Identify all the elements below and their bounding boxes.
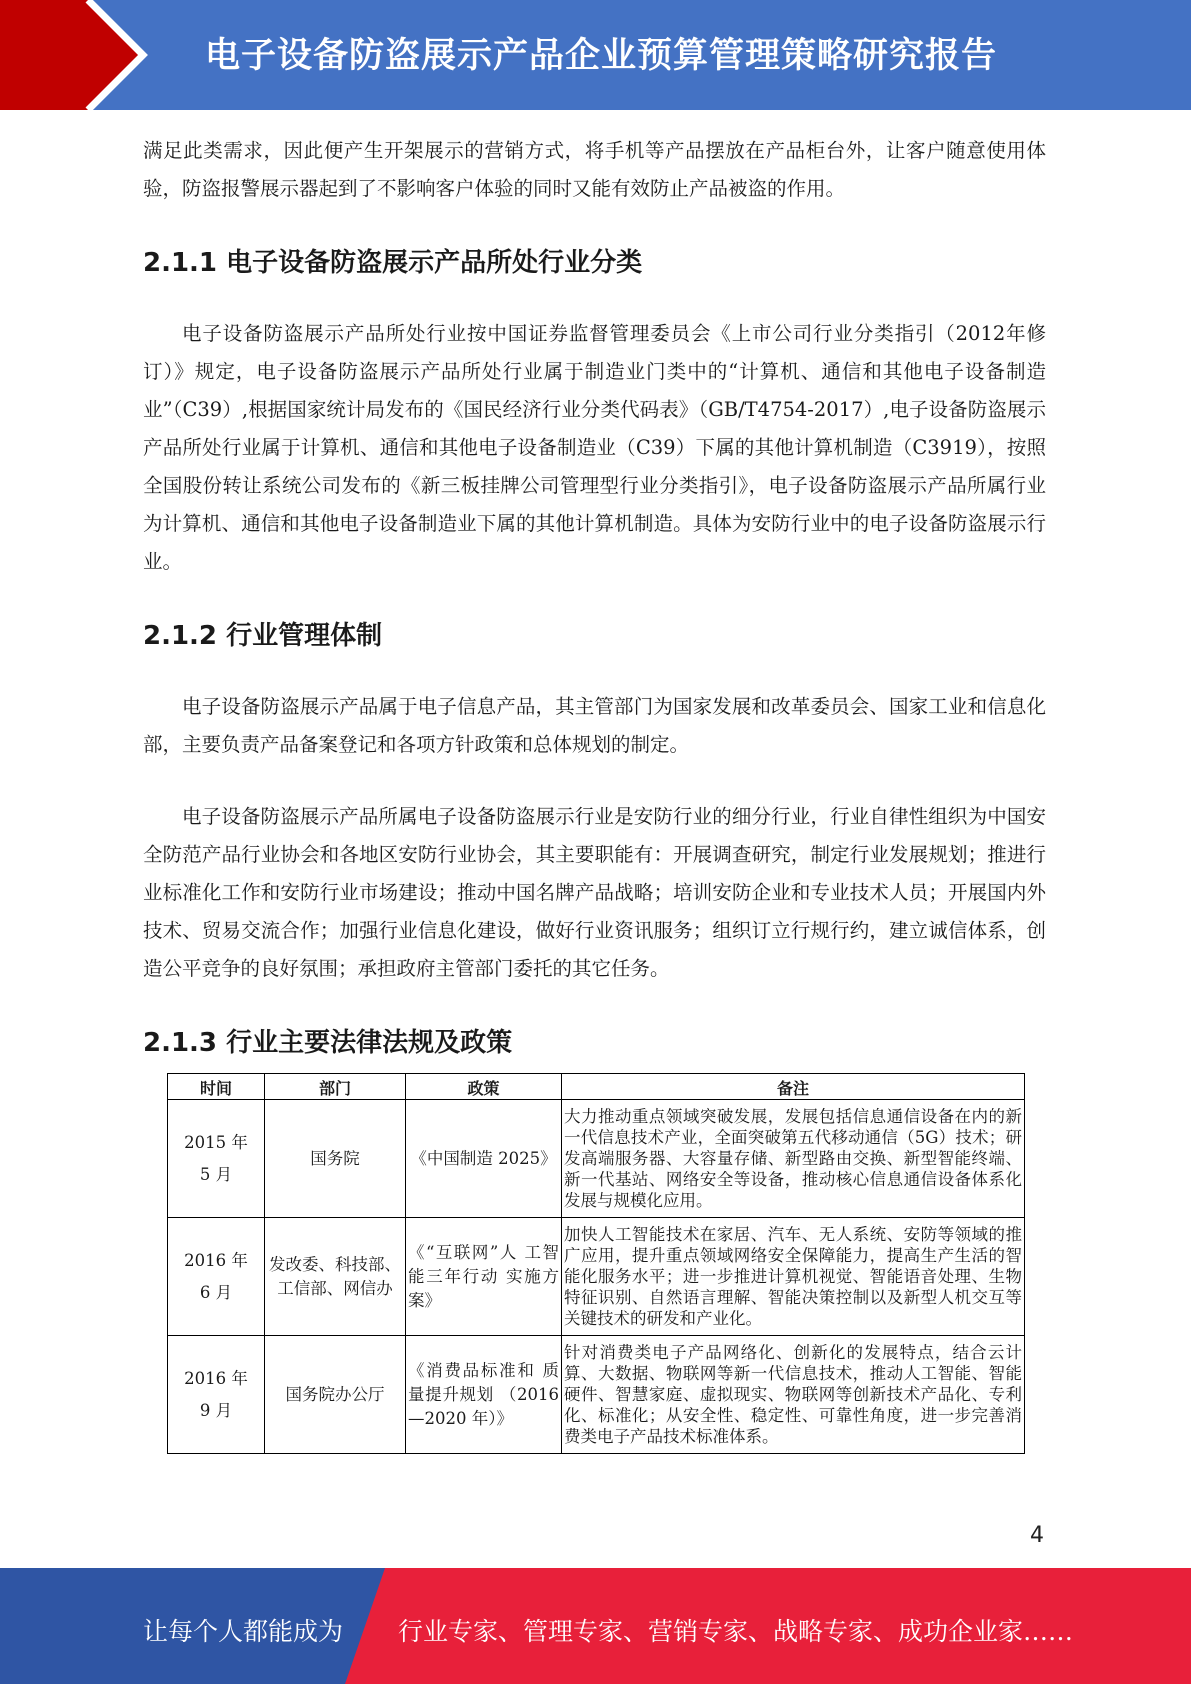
document-body xyxy=(143,132,1046,1059)
cell-time: 2016 年 9 月 xyxy=(168,1336,265,1454)
cell-note: 针对消费类电子产品网络化、创新化的发展特点，结合云计算、大数据、物联网等新一代信息技术，推动人工智能、智能硬件、智慧家庭、虚拟现实、物联网等创新技术产品化、专利化、标准化；从安全性、稳定性、可靠性角度，进一步完善消费类电子产品技术标准体系。 xyxy=(562,1336,1025,1454)
header-arrow-decoration xyxy=(0,0,150,110)
section-2-1-2-paragraph-1: 电子设备防盗展示产品属于电子信息产品，其主管部门为国家发展和改革委员会、国家工业和信息化部，主要负责产品备案登记和各项方针政策和总体规划的制定。 xyxy=(143,695,1046,756)
section-heading-2-1-3: 2.1.3 行业主要法律法规及政策 xyxy=(143,1028,513,1058)
cell-time: 2015 年 5 月 xyxy=(168,1100,265,1218)
cell-policy: 《消费品标准和 质量提升规划 （2016—2020 年）》 xyxy=(406,1336,562,1454)
cell-note: 大力推动重点领域突破发展，发展包括信息通信设备在内的新一代信息技术产业，全面突破第五代移动通信（5G）技术；研发高端服务器、大容量存储、新型路由交换、新型智能终端、新一代基站、网络安全等设备，推动核心信息通信设备体系化发展与规模化应用。 xyxy=(562,1100,1025,1218)
page-number: 4 xyxy=(1030,1523,1044,1548)
section-2-1-2-paragraph-2: 电子设备防盗展示产品所属电子设备防盗展示行业是安防行业的细分行业，行业自律性组织为中国安全防范产品行业协会和各地区安防行业协会，其主要职能有：开展调查研究，制定行业发展规划；推进行业标准化工作和安防行业市场建设；推动中国名牌产品战略；培训安防企业和专业技术人员；开展国内外技术、贸易交流合作；加强行业信息化建设，做好行业资讯服务；组织订立行规行约，建立诚信体系，创造公平竞争的良好氛围；承担政府主管部门委托的其它任务。 xyxy=(143,805,1046,980)
column-header-time: 时间 xyxy=(168,1074,265,1100)
page-header xyxy=(0,0,1191,110)
cell-policy: 《中国制造 2025》 xyxy=(406,1100,562,1218)
column-header-policy: 政策 xyxy=(406,1074,562,1100)
intro-paragraph: 满足此类需求，因此便产生开架展示的营销方式，将手机等产品摆放在产品柜台外，让客户随意使用体验，防盗报警展示器起到了不影响客户体验的同时又能有效防止产品被盗的作用。 xyxy=(143,139,1046,200)
cell-department: 国务院 xyxy=(265,1100,406,1218)
section-heading-2-1-2: 2.1.2 行业管理体制 xyxy=(143,621,383,651)
column-header-note: 备注 xyxy=(562,1074,1025,1100)
column-header-department: 部门 xyxy=(265,1074,406,1100)
page-footer xyxy=(0,1568,1191,1684)
cell-time: 2016 年 6 月 xyxy=(168,1218,265,1336)
section-heading-2-1-1: 2.1.1 电子设备防盗展示产品所处行业分类 xyxy=(143,248,643,278)
footer-slogan-left: 让每个人都能成为 xyxy=(143,1617,344,1646)
cell-policy: 《“互联网”人 工智能三年行动 实施方案》 xyxy=(406,1218,562,1336)
report-title: 电子设备防盗展示产品企业预算管理策略研究报告 xyxy=(205,36,998,76)
table-header-row xyxy=(168,1074,1025,1100)
section-2-1-1-paragraph: 电子设备防盗展示产品所处行业按中国证券监督管理委员会《上市公司行业分类指引（2012年修订）》规定，电子设备防盗展示产品所处行业属于制造业门类中的“计算机、通信和其他电子设备制造业”（C39）,根据国家统计局发布的《国民经济行业分类代码表》（GB/T4754-2017）,电子设备防盗展示产品所处行业属于计算机、通信和其他电子设备制造业（C39）下属的其他计算机制造（C3919），按照全国股份转让系统公司发布的《新三板挂牌公司管理型行业分类指引》，电子设备防盗展示产品所属行业为计算机、通信和其他电子设备制造业下属的其他计算机制造。具体为安防行业中的电子设备防盗展示行业。 xyxy=(143,322,1046,573)
table-row xyxy=(168,1336,1025,1454)
policy-table xyxy=(167,1073,1025,1454)
cell-department: 国务院办公厅 xyxy=(265,1336,406,1454)
table-row xyxy=(168,1100,1025,1218)
footer-slogan-right: 行业专家、管理专家、营销专家、战略专家、成功企业家…… xyxy=(398,1617,1074,1646)
table-row xyxy=(168,1218,1025,1336)
cell-department: 发改委、科技部、工信部、网信办 xyxy=(265,1218,406,1336)
cell-note: 加快人工智能技术在家居、汽车、无人系统、安防等领域的推广应用，提升重点领域网络安全保障能力，提高生产生活的智能化服务水平；进一步推进计算机视觉、智能语音处理、生物特征识别、自然语言理解、智能决策控制以及新型人机交互等关键技术的研发和产业化。 xyxy=(562,1218,1025,1336)
